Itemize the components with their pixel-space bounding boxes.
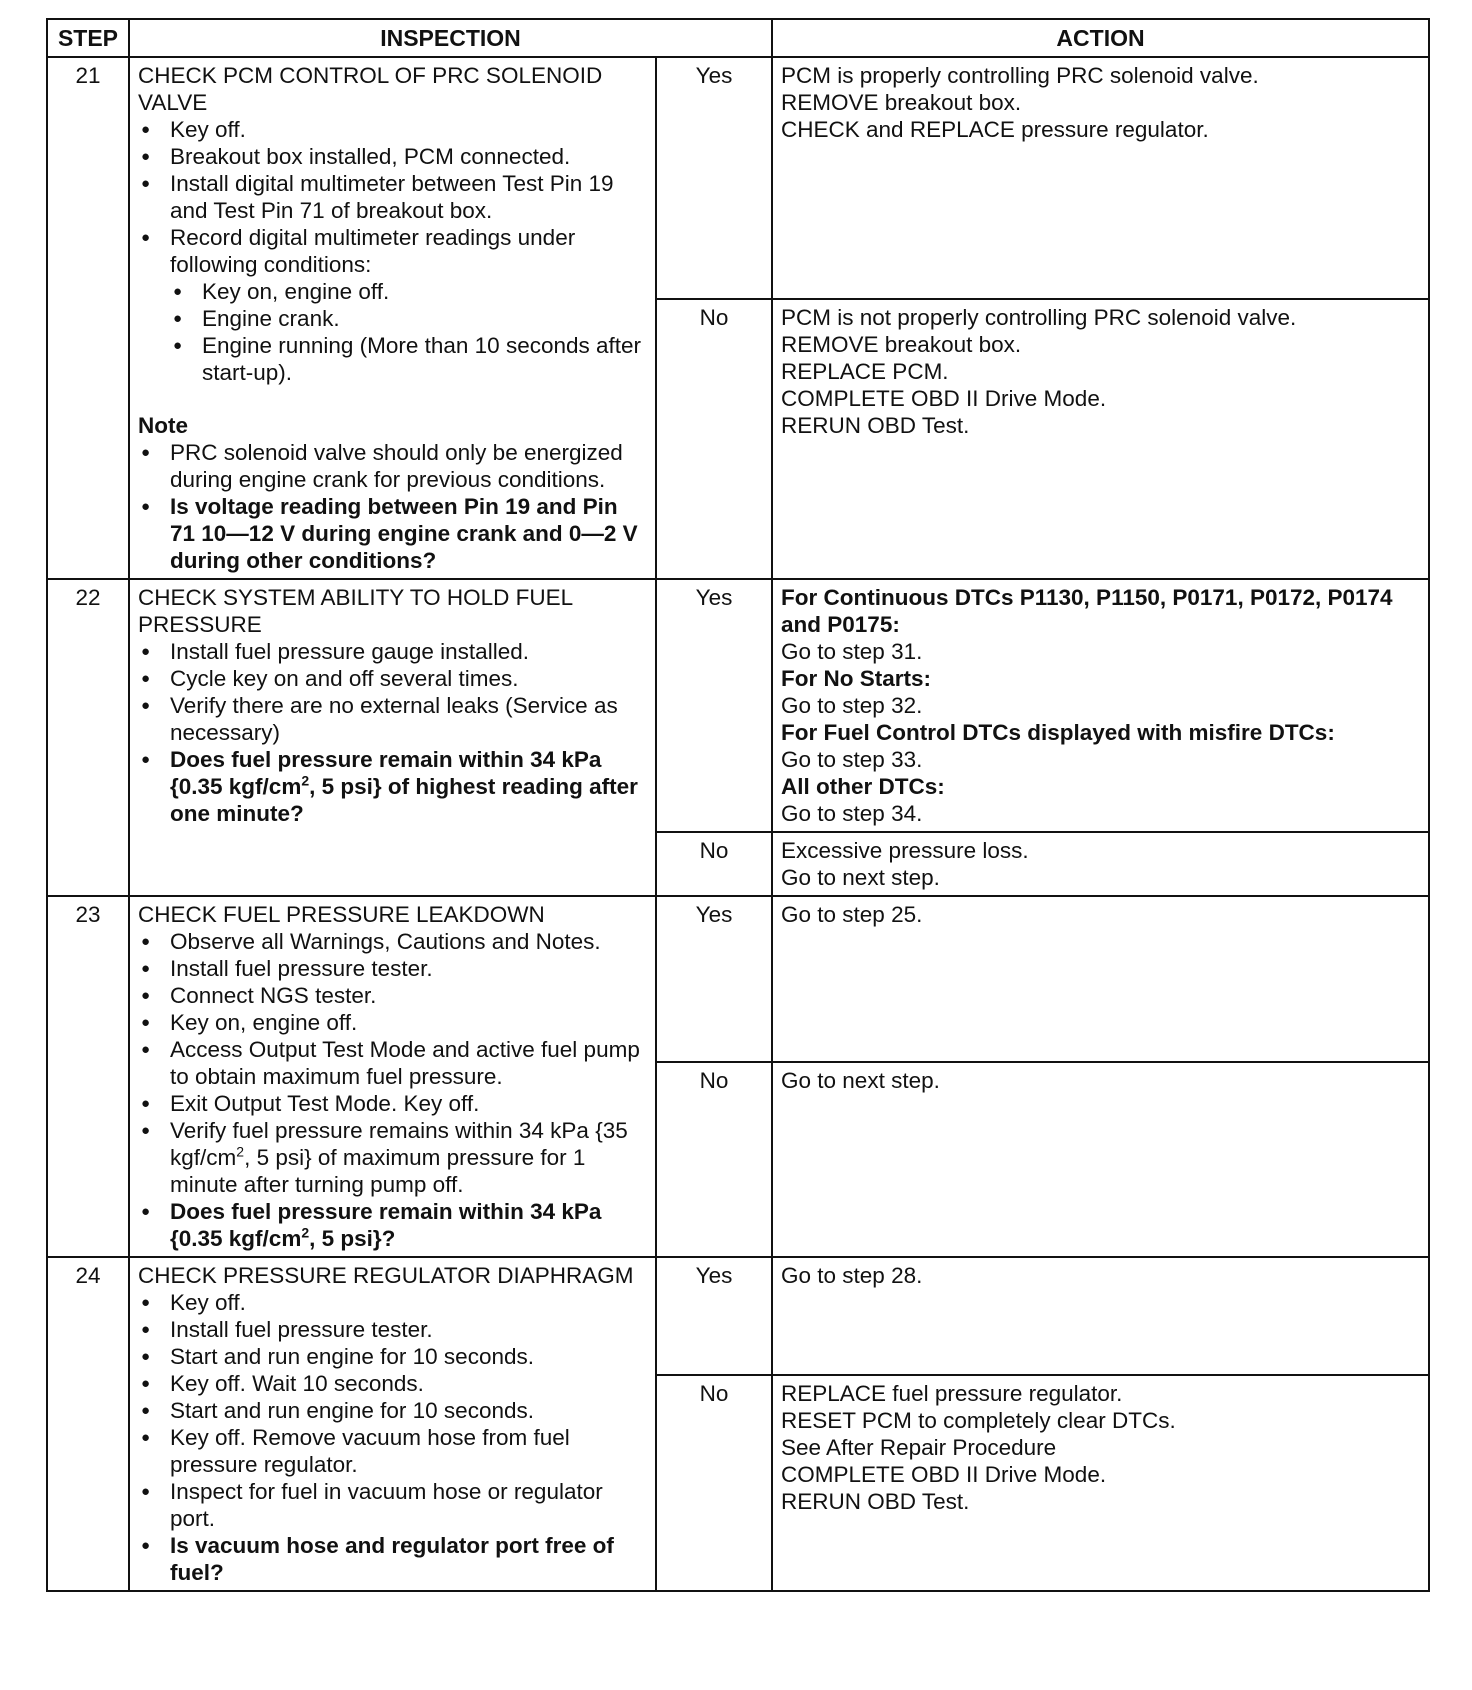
diagnostic-procedure-sheet <box>46 18 1428 1592</box>
no-label: No <box>656 832 772 896</box>
action-line: Go to step 32. <box>781 693 923 718</box>
action-line: REPLACE fuel pressure regulator. <box>781 1381 1123 1406</box>
header-row <box>47 19 1429 57</box>
action-line: REPLACE PCM. <box>781 359 949 384</box>
inspection-question <box>138 1198 647 1252</box>
list-item: ● Install digital multimeter between Test Pin 19 and Test Pin 71 of breakout box. <box>138 170 647 224</box>
list-item: ● Key off. <box>138 1289 647 1316</box>
list-item: ● Exit Output Test Mode. Key off. <box>138 1090 647 1117</box>
action-line: For Fuel Control DTCs displayed with misfire DTCs: <box>781 720 1335 745</box>
action-line: See After Repair Procedure <box>781 1435 1057 1460</box>
inspection-question <box>138 746 647 827</box>
inspection-header: INSPECTION <box>129 19 772 57</box>
inspection-title: CHECK PRESSURE REGULATOR DIAPHRAGM <box>138 1263 634 1288</box>
yes-label: Yes <box>656 1257 772 1375</box>
action-line: Go to step 28. <box>781 1263 923 1288</box>
superscript: 2 <box>301 772 310 789</box>
sub-list-item: ● Engine running (More than 10 seconds after start-up). <box>170 332 647 386</box>
no-action-cell <box>772 1062 1429 1257</box>
inspection-bullets <box>138 928 647 1252</box>
step-header: STEP <box>47 19 129 57</box>
action-header: ACTION <box>772 19 1429 57</box>
list-item: ● Key on, engine off. <box>138 1009 647 1036</box>
list-item <box>138 1117 647 1198</box>
inspection-cell <box>129 57 656 579</box>
inspection-bullets <box>138 116 647 386</box>
action-line: CHECK and REPLACE pressure regulator. <box>781 117 1209 142</box>
step-22-yes-row <box>47 579 1429 832</box>
question-list <box>138 493 647 574</box>
sub-list-item: ● Engine crank. <box>170 305 647 332</box>
action-line: REMOVE breakout box. <box>781 90 1022 115</box>
list-item: ● Cycle key on and off several times. <box>138 665 647 692</box>
list-item: ● Install fuel pressure gauge installed. <box>138 638 647 665</box>
inspection-cell <box>129 1257 656 1591</box>
sub-list-item: ● Key on, engine off. <box>170 278 647 305</box>
note-label: Note <box>138 413 188 438</box>
question-text: , 5 psi}? <box>309 1226 396 1251</box>
action-line: For Continuous DTCs P1130, P1150, P0171, P0172, P0174 and P0175: <box>781 585 1393 637</box>
no-label: No <box>656 1062 772 1257</box>
inspection-title: CHECK FUEL PRESSURE LEAKDOWN <box>138 902 545 927</box>
step-number: 22 <box>47 579 129 896</box>
question-text: , 5 psi} of highest reading after one minute? <box>170 774 638 826</box>
action-line: Go to next step. <box>781 865 940 890</box>
step-number: 23 <box>47 896 129 1257</box>
list-item: ● Key off. Wait 10 seconds. <box>138 1370 647 1397</box>
list-item-text: Record digital multimeter readings under following conditions: <box>170 225 576 277</box>
question-text: Does fuel pressure remain within 34 kPa {0.35 kgf/cm <box>170 1199 602 1251</box>
action-line: Go to step 25. <box>781 902 923 927</box>
verify-text: Verify fuel pressure remains within 34 kPa {35 kgf/cm <box>170 1118 628 1170</box>
diagnostic-table <box>46 18 1430 1592</box>
list-item: ● Access Output Test Mode and active fuel pump to obtain maximum fuel pressure. <box>138 1036 647 1090</box>
inspection-cell <box>129 579 656 896</box>
step-number: 24 <box>47 1257 129 1591</box>
sub-bullets <box>170 278 647 386</box>
list-item: ● Breakout box installed, PCM connected. <box>138 143 647 170</box>
list-item: ● PRC solenoid valve should only be energized during engine crank for previous conditions. <box>138 439 647 493</box>
list-item: ● Install fuel pressure tester. <box>138 955 647 982</box>
superscript: 2 <box>301 1224 310 1241</box>
list-item: ● Start and run engine for 10 seconds. <box>138 1397 647 1424</box>
action-line: Go to step 33. <box>781 747 923 772</box>
step-21-yes-row <box>47 57 1429 299</box>
superscript: 2 <box>236 1143 245 1160</box>
yes-action-cell <box>772 1257 1429 1375</box>
list-item: ● Observe all Warnings, Cautions and Notes. <box>138 928 647 955</box>
yes-action-cell <box>772 57 1429 299</box>
inspection-title: CHECK SYSTEM ABILITY TO HOLD FUEL PRESSURE <box>138 585 573 637</box>
list-item: ● Start and run engine for 10 seconds. <box>138 1343 647 1370</box>
list-item: ● Install fuel pressure tester. <box>138 1316 647 1343</box>
yes-label: Yes <box>656 57 772 299</box>
list-item <box>138 224 647 386</box>
list-item: ● Inspect for fuel in vacuum hose or regulator port. <box>138 1478 647 1532</box>
action-line: PCM is not properly controlling PRC solenoid valve. <box>781 305 1297 330</box>
list-item: ● Key off. Remove vacuum hose from fuel pressure regulator. <box>138 1424 647 1478</box>
note-bullets <box>138 439 647 493</box>
list-item: ● Connect NGS tester. <box>138 982 647 1009</box>
action-line: For No Starts: <box>781 666 932 691</box>
action-line: Go to step 34. <box>781 801 923 826</box>
no-action-cell <box>772 1375 1429 1591</box>
inspection-question: ● Is vacuum hose and regulator port free of fuel? <box>138 1532 647 1586</box>
inspection-bullets <box>138 638 647 827</box>
yes-label: Yes <box>656 579 772 832</box>
action-line: PCM is properly controlling PRC solenoid valve. <box>781 63 1259 88</box>
action-line: Go to step 31. <box>781 639 923 664</box>
action-line: Excessive pressure loss. <box>781 838 1029 863</box>
action-line: RERUN OBD Test. <box>781 1489 970 1514</box>
action-line: RERUN OBD Test. <box>781 413 970 438</box>
action-line: All other DTCs: <box>781 774 945 799</box>
action-line: COMPLETE OBD II Drive Mode. <box>781 386 1107 411</box>
no-label: No <box>656 299 772 579</box>
step-23-yes-row <box>47 896 1429 1062</box>
no-label: No <box>656 1375 772 1591</box>
inspection-bullets <box>138 1289 647 1586</box>
inspection-cell <box>129 896 656 1257</box>
yes-action-cell <box>772 579 1429 832</box>
no-action-cell <box>772 832 1429 896</box>
action-line: Go to next step. <box>781 1068 940 1093</box>
yes-label: Yes <box>656 896 772 1062</box>
action-line: RESET PCM to completely clear DTCs. <box>781 1408 1176 1433</box>
action-line: COMPLETE OBD II Drive Mode. <box>781 1462 1107 1487</box>
action-line: REMOVE breakout box. <box>781 332 1022 357</box>
inspection-title: CHECK PCM CONTROL OF PRC SOLENOID VALVE <box>138 63 603 115</box>
list-item: ● Verify there are no external leaks (Service as necessary) <box>138 692 647 746</box>
list-item: ● Key off. <box>138 116 647 143</box>
step-number: 21 <box>47 57 129 579</box>
inspection-question: ● Is voltage reading between Pin 19 and Pin 71 10—12 V during engine crank and 0—2 V during other conditions? <box>138 493 647 574</box>
step-24-yes-row <box>47 1257 1429 1375</box>
no-action-cell <box>772 299 1429 579</box>
yes-action-cell <box>772 896 1429 1062</box>
question-text: Does fuel pressure remain within 34 kPa {0.35 kgf/cm <box>170 747 602 799</box>
verify-text: , 5 psi} of maximum pressure for 1 minute after turning pump off. <box>170 1145 586 1197</box>
